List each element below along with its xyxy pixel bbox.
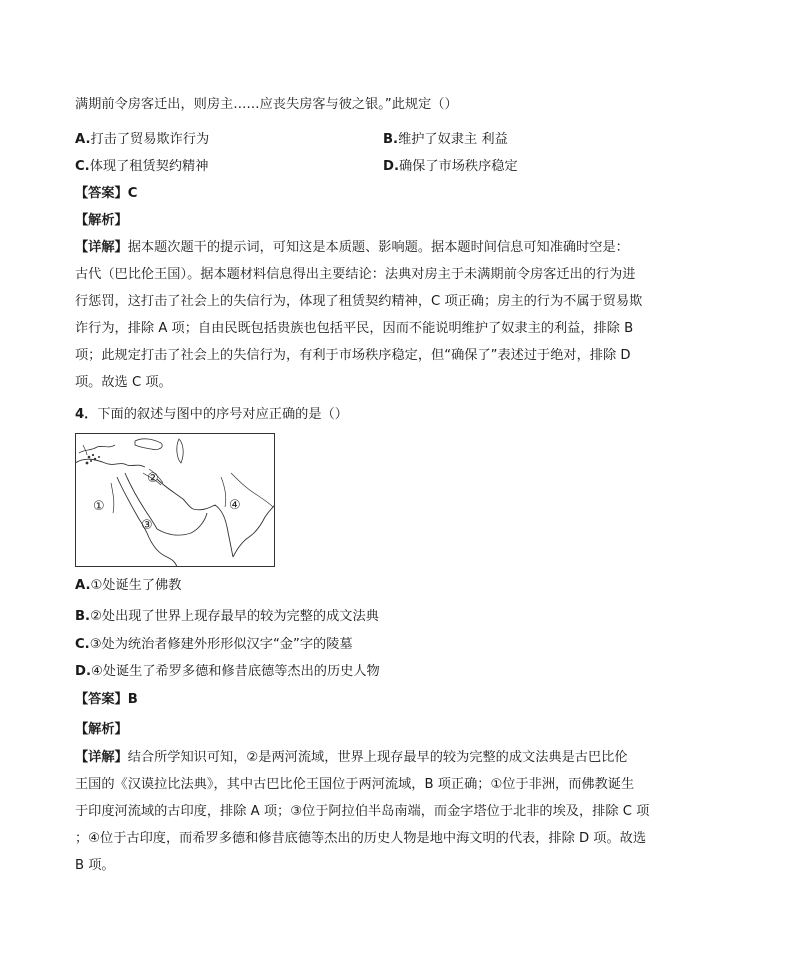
q4-option-b-text: ②处出现了世界上现存最早的较为完整的成文法典 (90, 609, 379, 624)
q3-detail-line-2: 古代（巴比伦王国）。据本题材料信息得出主要结论：法典对房主于未满期前令房客迁出的行为进 (75, 267, 636, 282)
q4-map (75, 433, 275, 567)
island (94, 458, 96, 460)
island (92, 454, 94, 456)
q3-option-a-letter: A. (75, 132, 91, 147)
map-frame (76, 434, 275, 567)
q4-analysis-tag: 【解析】 (75, 722, 128, 737)
map-label-4: ④ (229, 498, 241, 513)
q4-answer-tag: 【答案】 (75, 692, 128, 707)
q4-detail-text-1: 结合所学知识可知，②是两河流域，世界上现存最早的较为完整的成文法典是古巴比伦 (127, 750, 628, 765)
island (86, 462, 89, 465)
q3-option-b-text: 维护了奴隶主 利益 (398, 132, 508, 147)
q4-option-d-letter: D. (75, 664, 91, 679)
q4-option-c (75, 635, 353, 655)
q4-detail-line-4: ；④位于古印度，而希罗多德和修昔底德等杰出的历史人物是地中海文明的代表，排除 D 项。故选 (75, 831, 647, 846)
q3-answer-tag: 【答案】 (75, 186, 128, 201)
q3-option-a (75, 130, 209, 150)
q4-option-b (75, 607, 379, 627)
q3-detail-line-6: 项。故选 C 项。 (75, 375, 172, 390)
q3-detail-line-3: 行惩罚，这打击了社会上的失信行为，体现了租赁契约精神，C 项正确；房主的行为不属于贸易欺 (75, 294, 643, 309)
q4-detail-tag: 【详解】 (75, 750, 128, 765)
q4-option-a-letter: A. (75, 578, 91, 593)
map-label-2: ② (147, 471, 159, 486)
q3-option-c-letter: C. (75, 159, 90, 174)
q4-detail-line-2: 王国的《汉谟拉比法典》，其中古巴比伦王国位于两河流域，B 项正确；①位于非洲，而佛教诞生 (75, 777, 635, 792)
q4-answer (75, 690, 138, 710)
q3-option-a-text: 打击了贸易欺诈行为 (90, 132, 210, 147)
map-label-3: ③ (141, 518, 153, 533)
q4-option-c-letter: C. (75, 637, 90, 652)
map-label-1: ① (93, 499, 105, 514)
q3-detail-line-5: 项；此规定打击了社会上的失信行为，有利于市场秩序稳定，但“确保了”表述过于绝对，排除 D (75, 348, 631, 363)
q4-detail-line-3: 于印度河流域的古印度，排除 A 项；③位于阿拉伯半岛南端，而金字塔位于北非的埃及，排除 C 项 (75, 804, 650, 819)
q4-detail-line-5: B 项。 (75, 858, 115, 873)
q3-option-b (383, 130, 508, 150)
island (88, 456, 91, 459)
q4-stem-text: 下面的叙述与图中的序号对应正确的是（） (97, 407, 348, 422)
q3-detail-tag: 【详解】 (75, 240, 128, 255)
q3-analysis-tag: 【解析】 (75, 213, 128, 228)
q3-stem-tail: 满期前令房客迁出，则房主……应丧失房客与彼之银。”此规定（） (75, 97, 458, 112)
q3-option-d-text: 确保了市场秩序稳定 (398, 159, 518, 174)
island (90, 460, 92, 462)
q4-number: 4． (75, 407, 98, 422)
q4-option-b-letter: B. (75, 609, 91, 624)
q3-detail-line-1 (75, 238, 629, 258)
q3-answer-value: C (127, 186, 138, 201)
q3-option-c-text: 体现了租赁契约精神 (89, 159, 209, 174)
q3-answer (75, 184, 137, 204)
q4-option-d-text: ④处诞生了希罗多德和修昔底德等杰出的历史人物 (90, 664, 380, 679)
q4-stem (75, 405, 348, 425)
q3-option-d (383, 157, 518, 177)
island (98, 456, 100, 458)
q4-option-a (75, 576, 181, 596)
q4-detail-line-1 (75, 748, 628, 768)
q4-option-d (75, 662, 380, 682)
q3-detail-text-1: 据本题次题干的提示词，可知这是本质题、影响题。据本题时间信息可知准确时空是： (127, 240, 629, 255)
q3-detail-line-4: 诈行为，排除 A 项；自由民既包括贵族也包括平民，因而不能说明维护了奴隶主的利益，排除 B (75, 321, 634, 336)
q3-option-b-letter: B. (383, 132, 399, 147)
q3-option-c (75, 157, 208, 177)
q4-option-c-text: ③处为统治者修建外形形似汉字“金”字的陵墓 (89, 637, 353, 652)
q4-option-a-text: ①处诞生了佛教 (90, 578, 182, 593)
q3-option-d-letter: D. (383, 159, 399, 174)
q4-answer-value: B (127, 692, 138, 707)
